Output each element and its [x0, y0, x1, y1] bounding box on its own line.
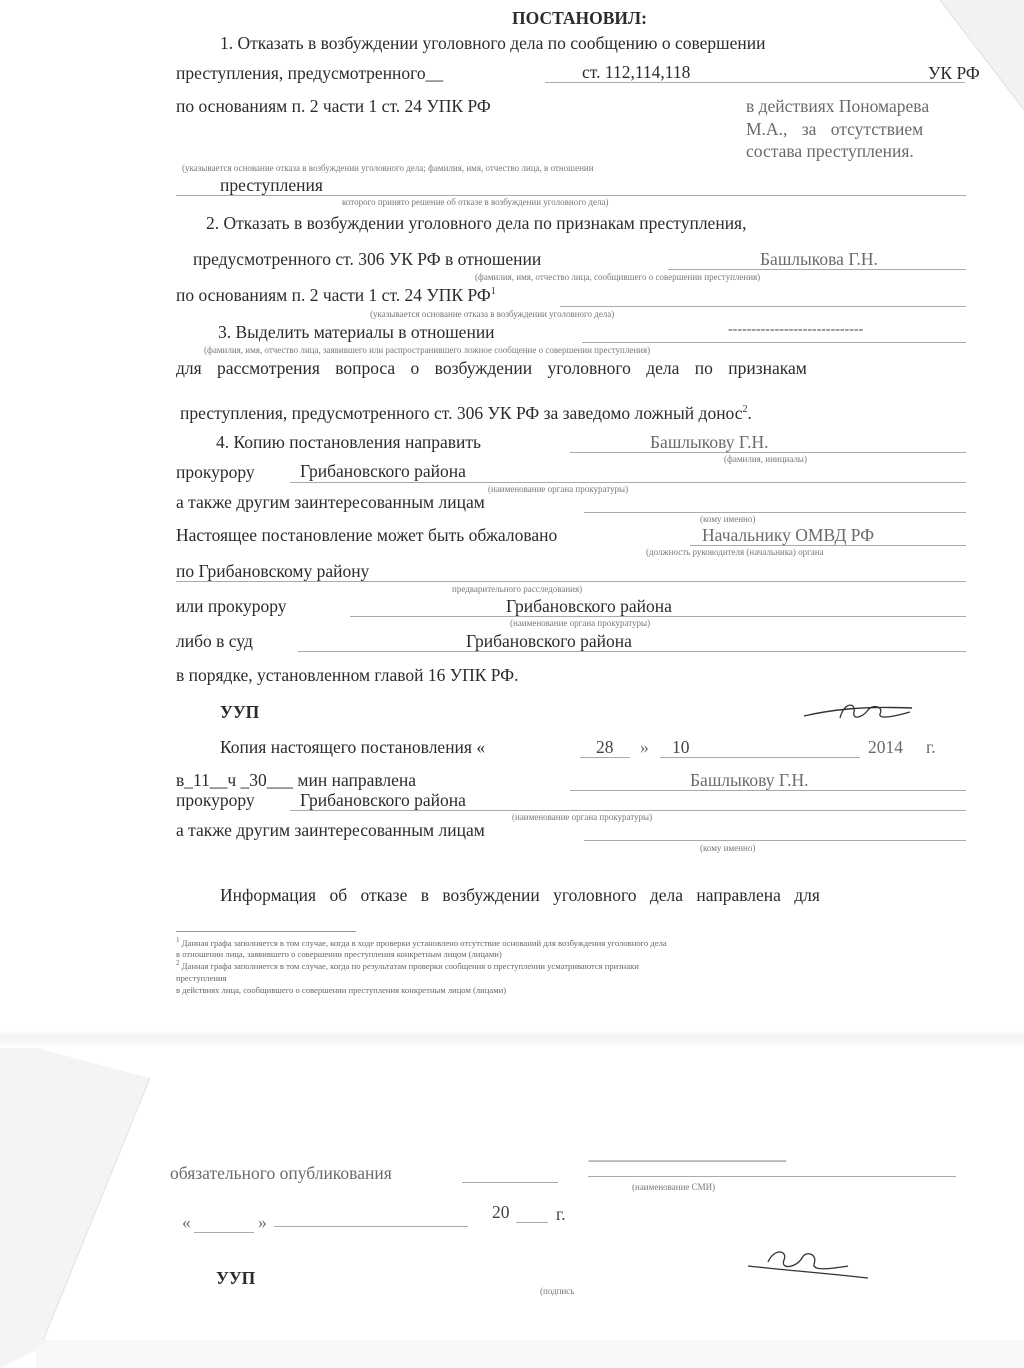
item3-underline — [582, 342, 966, 343]
item2-hint-grounds: (указывается основание отказа в возбуждении уголовного дела) — [370, 309, 615, 319]
item2-grounds-underline — [560, 306, 966, 307]
copy-day-underline — [580, 757, 630, 758]
item2-person: Башлыкова Г.Н. — [760, 249, 878, 269]
appeal-court-underline — [298, 651, 966, 652]
appeal-district-underline — [176, 581, 966, 582]
footnote-1-line1: $^1$ Данная графа заполняется в том случае, когда в ходе проверки установлено отсутствие оснований для возбуждения уголовного дела — [176, 936, 667, 948]
copy-time: в_11__ч _30___ мин направлена — [176, 770, 417, 790]
info-line: Информация об отказе в возбуждении уголовного дела направлена для — [220, 885, 820, 905]
item2-hint-person: (фамилия, имя, отчество лица, сообщившего о совершении преступления) — [475, 272, 761, 282]
date-close: » — [258, 1212, 267, 1232]
date-open: « — [182, 1212, 191, 1232]
year-suffix: г. — [556, 1204, 566, 1224]
footnote-1-line2: в отношении лица, заявившего о совершении преступления конкретным лицом (лицами) — [176, 949, 502, 959]
date-day-underline — [194, 1232, 254, 1233]
item2-person-underline — [668, 269, 966, 270]
appeal-procedure: в порядке, установленном главой 16 УПК РФ. — [176, 665, 519, 685]
copy-prosecutor-value: Грибановского района — [300, 790, 466, 810]
publication-dashes: ------------------------------------------------------------------ — [588, 1153, 786, 1167]
item2-line1: 2. Отказать в возбуждении уголовного дела по признакам преступления, — [206, 213, 747, 233]
copy-hint-prosecutor: (наименование органа прокуратуры) — [512, 812, 653, 822]
item4-others-underline — [584, 512, 966, 513]
footnote-2-line3: в действиях лица, сообщившего о совершении преступления конкретным лицом (лицами) — [176, 985, 507, 995]
appeal-hint-investigation: предварительного расследования) — [452, 584, 583, 594]
copy-day: 28 — [596, 737, 614, 757]
item4-hint-prosecutor: (наименование органа прокуратуры) — [488, 484, 629, 494]
hint-media: (наименование СМИ) — [632, 1182, 716, 1192]
heading: ПОСТАНОВИЛ: — [512, 8, 647, 28]
signature-1 — [800, 696, 920, 726]
appeal-district: по Грибановскому району — [176, 561, 370, 581]
item1-hint1: (указывается основание отказа в возбуждении уголовного дела; фамилия, имя, отчество лица, в отношении — [182, 163, 594, 173]
item4-line1: 4. Копию постановления направить — [216, 432, 482, 452]
copy-others: а также другим заинтересованным лицам — [176, 820, 485, 840]
item1-crime-articles: ст. 112,114,118 — [582, 62, 691, 82]
item4-prosecutor-label: прокурору — [176, 462, 255, 482]
appeal-or-prosecutor: или прокурору — [176, 596, 287, 616]
copy-others-underline — [584, 840, 966, 841]
signature-2 — [744, 1244, 874, 1284]
copy-recipient-underline — [570, 790, 966, 791]
item3-dashes: ----------------------------- — [728, 322, 864, 337]
page2-uup: УУП — [216, 1268, 256, 1288]
hint-signature: (подпись — [540, 1286, 575, 1296]
item4-others: а также другим заинтересованным лицам — [176, 492, 485, 512]
page2-bottom-edge — [36, 1340, 1024, 1368]
copy-month: 10 — [672, 737, 690, 757]
copy-prosecutor-label: прокурору — [176, 790, 255, 810]
item3-line1: 3. Выделить материалы в отношении — [218, 322, 495, 342]
copy-year: 2014 — [868, 737, 903, 757]
uup-label: УУП — [220, 702, 260, 722]
copy-month-underline — [660, 757, 860, 758]
item1-crime-underline — [545, 82, 965, 83]
page-divider — [0, 1030, 1024, 1048]
footnote-2-line2: преступления — [176, 973, 227, 983]
copy-hint-whom: (кому именно) — [700, 843, 756, 853]
publication-label: обязательного опубликования — [170, 1163, 392, 1183]
item1-crime-suffix: УК РФ — [928, 63, 980, 83]
year-prefix: 20 — [492, 1202, 510, 1222]
appeal-court-label: либо в суд — [176, 631, 253, 651]
item1-line1: 1. Отказать в возбуждении уголовного дела по сообщению о совершении — [220, 33, 766, 53]
item4-recipient: Башлыкову Г.Н. — [650, 432, 769, 452]
item4-recipient-underline — [570, 452, 966, 453]
copy-recipient: Башлыкову Г.Н. — [690, 770, 809, 790]
item1-crime-word-underline — [176, 195, 966, 196]
appeal-head: Начальнику ОМВД РФ — [702, 525, 875, 545]
appeal-hint-head: (должность руководителя (начальника) органа — [646, 547, 824, 557]
page2-folded-corner — [0, 1048, 160, 1368]
appeal-court-value: Грибановского района — [466, 631, 632, 651]
footnote-2-line1: $^2$ Данная графа заполняется в том случае, когда по результатам проверки сообщения о преступлении усматриваются признаки — [176, 959, 639, 971]
item3-hint: (фамилия, имя, отчество лица, заявившего или распространившего ложное сообщение о совершении преступления) — [204, 345, 651, 355]
appeal-prosecutor-underline — [350, 616, 966, 617]
copy-text: Копия настоящего постановления « — [220, 737, 486, 757]
item4-prosecutor-underline — [290, 482, 966, 483]
publication-underline — [462, 1182, 558, 1183]
appeal-hint-prosecutor: (наименование органа прокуратуры) — [510, 618, 651, 628]
item1-crime-word: преступления — [220, 175, 323, 195]
page-corner-top-right — [930, 0, 1024, 120]
appeal-head-underline — [690, 545, 966, 546]
item1-actions-line2: М.А., за отсутствием — [746, 119, 924, 139]
item1-actions-line3: состава преступления. — [746, 141, 914, 161]
item1-crime-prefix: преступления, предусмотренного__ — [176, 63, 444, 83]
media-underline — [588, 1176, 956, 1177]
item4-hint-recipient: (фамилия, инициалы) — [724, 454, 807, 464]
item2-grounds: по основаниям п. 2 части 1 ст. 24 УПК $РФ^1$ — [176, 285, 496, 305]
item3-line2: для рассмотрения вопроса о возбуждении уголовного дела по признакам — [176, 358, 807, 378]
copy-mid: » — [640, 737, 649, 757]
date-month-underline — [274, 1226, 468, 1227]
copy-prosecutor-underline — [290, 810, 966, 811]
footnote-separator — [176, 931, 356, 932]
item4-hint-whom: (кому именно) — [700, 514, 756, 524]
item1-hint2: которого принято решение об отказе в возбуждении уголовного дела) — [342, 197, 609, 207]
copy-year-suffix: г. — [926, 737, 936, 757]
item1-actions-line1: в действиях Пономарева — [746, 96, 930, 116]
appeal-prosecutor-value: Грибановского района — [506, 596, 672, 616]
item1-grounds: по основаниям п. 2 части 1 ст. 24 УПК РФ — [176, 96, 491, 116]
year-underline — [516, 1222, 548, 1223]
item4-prosecutor-value: Грибановского района — [300, 461, 466, 481]
item2-provided: предусмотренного ст. 306 УК РФ в отношении — [193, 249, 542, 269]
item3-line3: преступления, предусмотренного ст. 306 УК РФ за заведомо ложный донос$^2$. — [180, 403, 752, 423]
appeal-line1: Настоящее постановление может быть обжаловано — [176, 525, 558, 545]
